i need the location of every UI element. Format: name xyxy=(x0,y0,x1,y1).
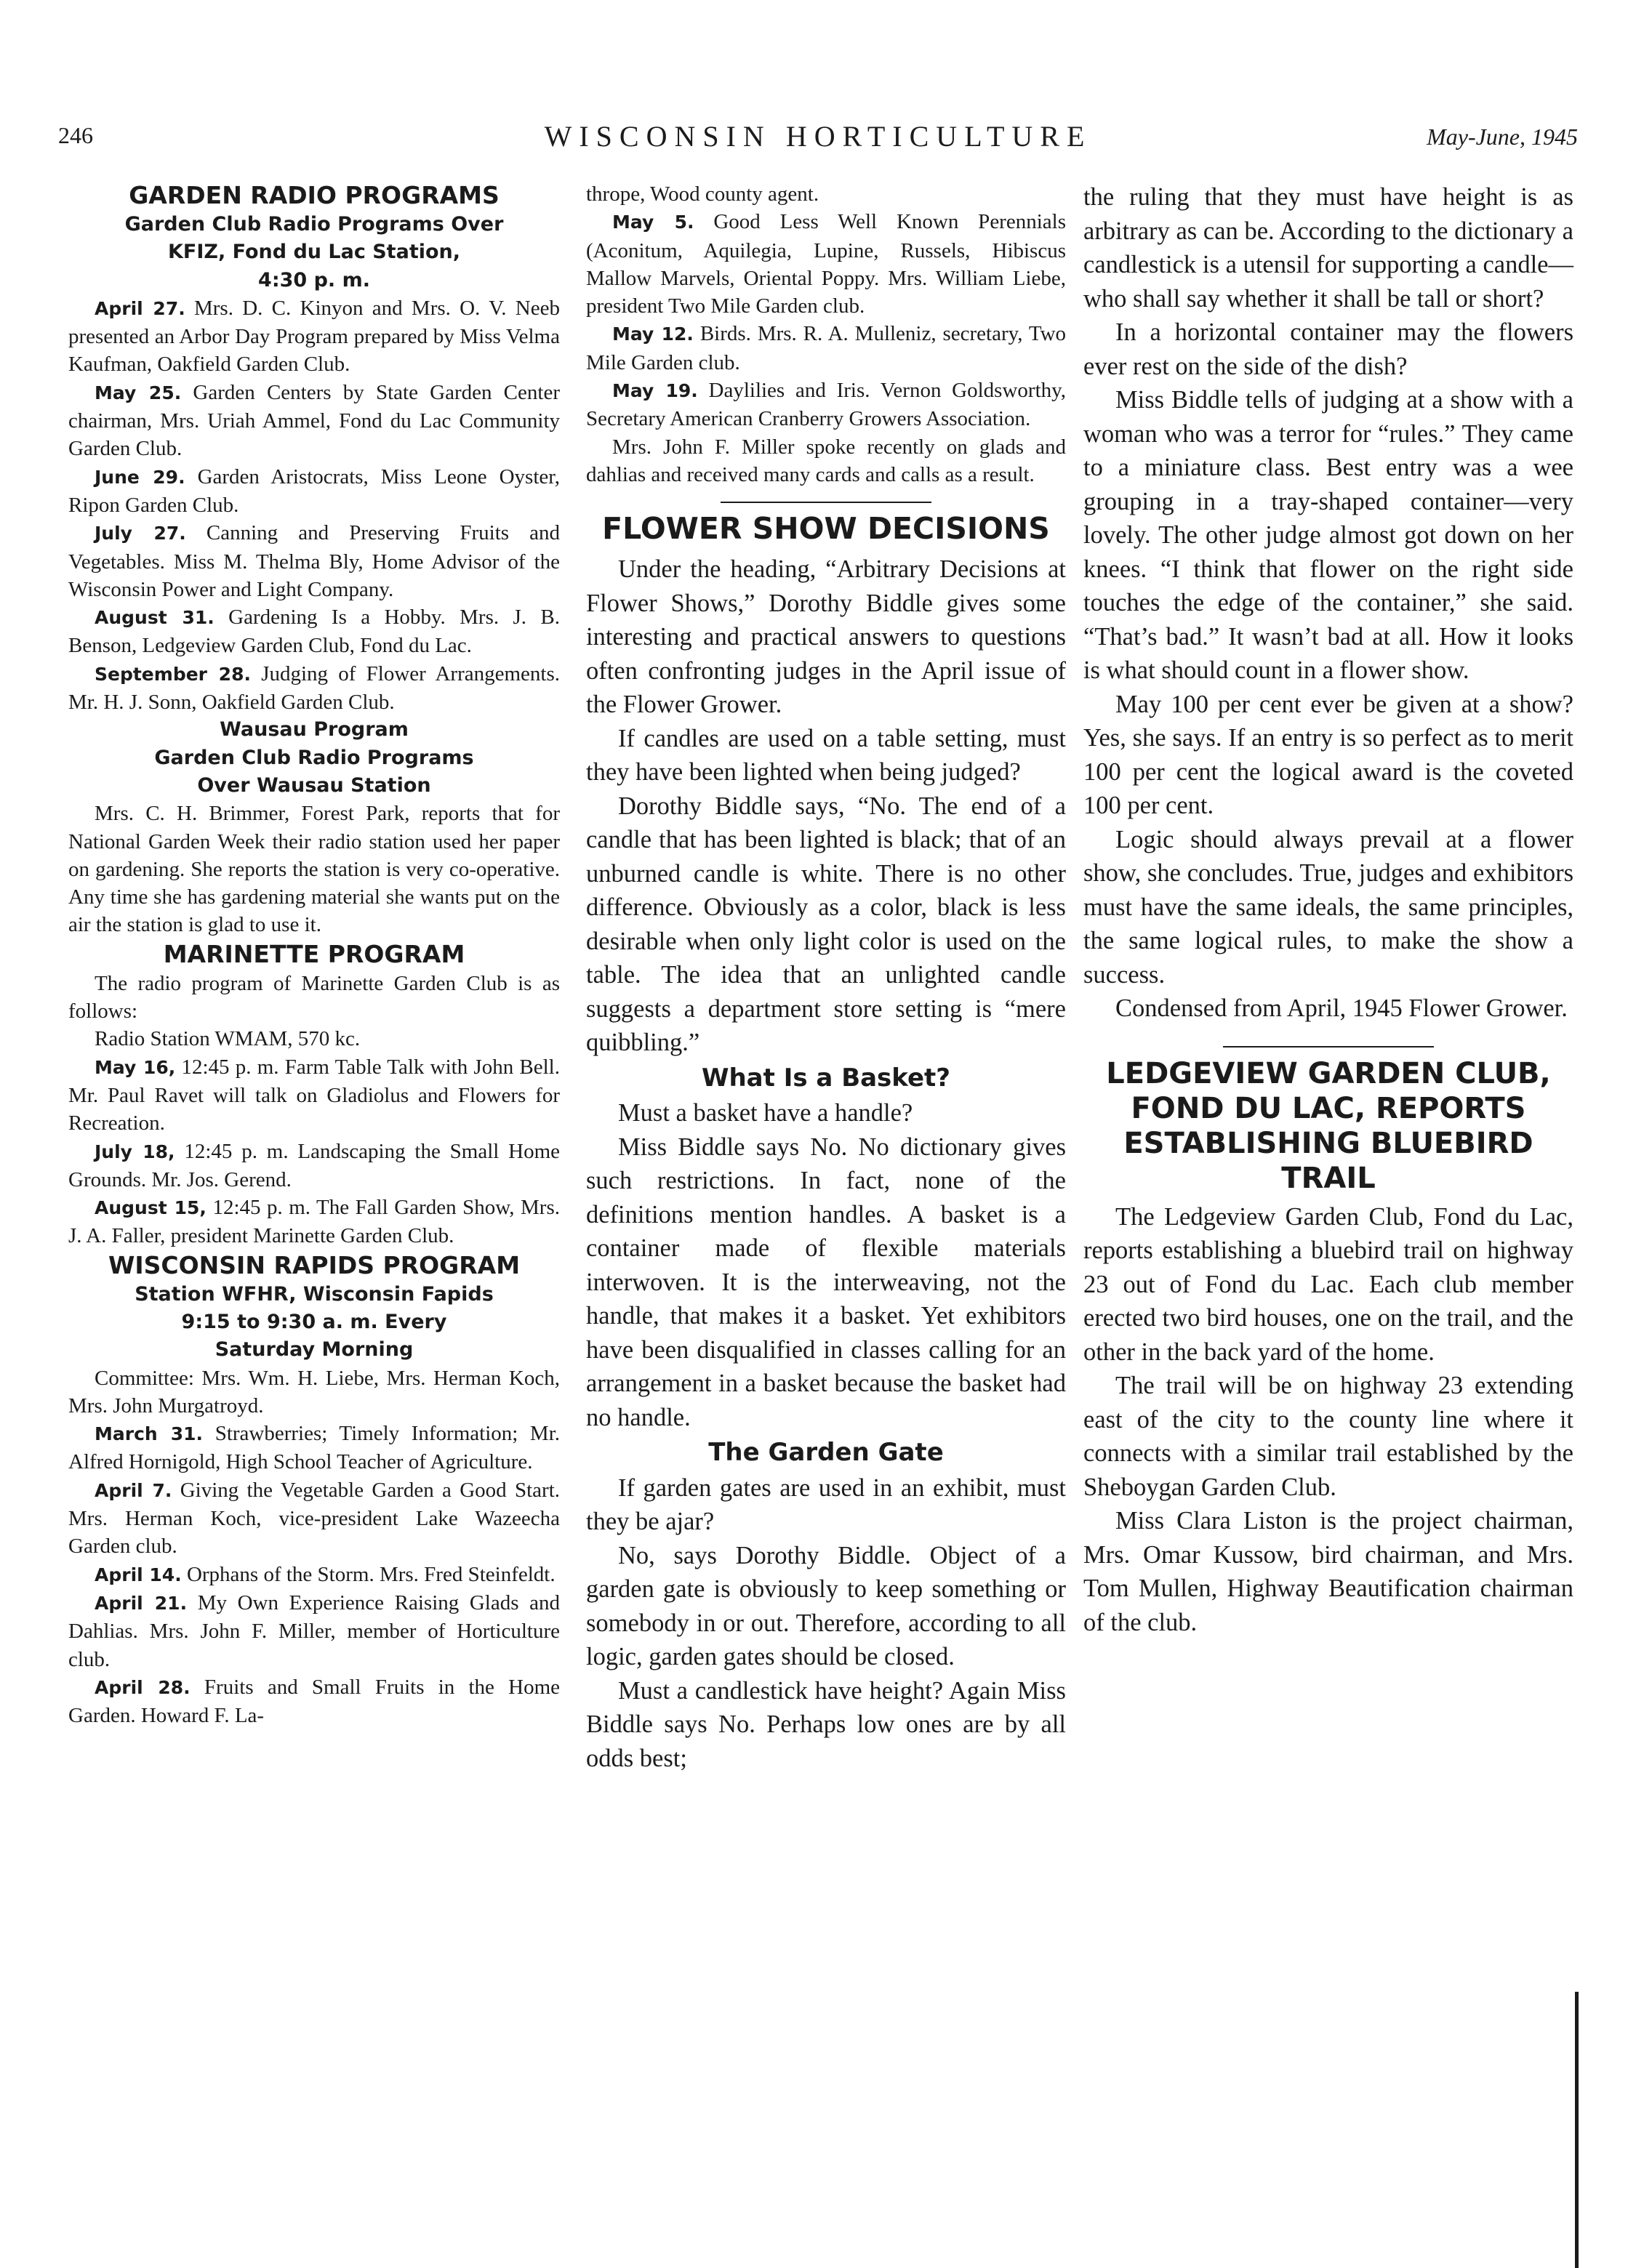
radio-entry xyxy=(68,660,560,717)
radio-subtitle-3: 4:30 p. m. xyxy=(258,268,370,291)
entry-text: Garden Centers by State Garden Center chairman, Mrs. Uriah Ammel, Fond du Lac Community Garden Club. xyxy=(68,380,560,461)
rapids-entry xyxy=(68,1673,560,1730)
entry-text: Judging of Flower Arrangements. Mr. H. J. Sonn, Oakfield Garden Club. xyxy=(68,662,560,715)
marinette-heading: MARINETTE PROGRAM xyxy=(163,939,465,968)
entry-text: Canning and Preserving Fruits and Vegetables. Miss M. Thelma Bly, Home Advisor of the Wisconsin Power and Light Company. xyxy=(68,521,560,601)
marinette-entry xyxy=(68,1053,560,1138)
rapids-entry xyxy=(68,1420,560,1476)
basket-heading: What Is a Basket? xyxy=(701,1063,951,1093)
gate-paragraph: If garden gates are used in an exhibit, must they be ajar? xyxy=(586,1473,1066,1536)
entry-date: May 25. xyxy=(95,382,182,403)
radio-entry xyxy=(68,603,560,660)
wausau-heading: Wausau Program xyxy=(220,718,409,741)
rapids-entry xyxy=(586,377,1066,433)
decisions-paragraph: In a horizontal container may the flowers ever rest on the side of the dish? xyxy=(1083,318,1573,380)
radio-subtitle-1: Garden Club Radio Programs Over xyxy=(124,213,504,236)
source-credit: Condensed from April, 1945 Flower Grower. xyxy=(1115,994,1568,1022)
rapids-entry xyxy=(68,1476,560,1561)
entry-date: August 15, xyxy=(95,1197,206,1219)
entry-date: May 19. xyxy=(612,380,698,402)
entry-text: Orphans of the Storm. Mrs. Fred Steinfeldt. xyxy=(186,1562,556,1586)
decisions-paragraph: Miss Biddle tells of judging at a show with a woman who was a terror for “rules.” They came to a miniature class. Best entry was a wee grouping in a tray-shaped container—very lovely. The other judge almost got down on her knees. “I think that flower on the right side touches the edge of the container,” she said. “That’s bad.” It wasn’t bad at all. How it looks is what should count in a flower show. xyxy=(1083,386,1573,684)
rapids-entry xyxy=(586,208,1066,320)
gate-paragraph: No, says Dorothy Biddle. Object of a garden gate is obviously to keep something or somebody in or out. Therefore, according to all logic, garden gates should be closed. xyxy=(586,1541,1066,1671)
ledgeview-paragraph: The Ledgeview Garden Club, Fond du Lac, reports establishing a bluebird trail on highway 23 out of Fond du Lac. Each club member erected two bird houses, one on the trail, and the other in the back yard of the home. xyxy=(1083,1202,1573,1366)
column-middle xyxy=(586,180,1066,1775)
entry-text: Strawberries; Timely Information; Mr. Alfred Hornigold, High School Teacher of Agriculture. xyxy=(68,1422,561,1474)
entry-date: July 27. xyxy=(95,523,186,544)
radio-entry xyxy=(68,463,560,520)
section-divider xyxy=(1223,1046,1434,1047)
entry-text: Giving the Vegetable Garden a Good Start. Mrs. Herman Koch, vice-president Lake Wazeecha Garden club. xyxy=(68,1478,560,1559)
entry-text: Birds. Mrs. R. A. Mulleniz, secretary, Two Mile Garden club. xyxy=(586,322,1067,374)
basket-paragraph: Must a basket have a handle? xyxy=(618,1099,913,1127)
decisions-paragraph: May 100 per cent ever be given at a show? Yes, she says. If an entry is so perfect as to merit 100 per cent the logical award is the coveted 100 per cent. xyxy=(1083,690,1573,819)
entry-text: Daylilies and Iris. Vernon Goldsworthy, Secretary American Cranberry Growers Association. xyxy=(586,379,1066,431)
basket-paragraph: Miss Biddle says No. No dictionary gives such restrictions. In fact, none of the definitions mention handles. A basket is a container made of flexible materials interwoven. It is the interweaving, not the handle, that makes it a basket. Yet exhibitors have been disqualified in classes calling for an arrangement in a basket because the basket had no handle. xyxy=(586,1133,1066,1431)
margin-rule xyxy=(1575,1992,1579,2268)
column-right xyxy=(1083,180,1573,1639)
radio-entry xyxy=(68,294,560,379)
entry-text: Garden Aristocrats, Miss Leone Oyster, Ripon Garden Club. xyxy=(68,465,561,517)
entry-date: August 31. xyxy=(95,607,214,629)
radio-programs-heading: GARDEN RADIO PROGRAMS xyxy=(129,181,500,209)
decisions-heading: FLOWER SHOW DECISIONS xyxy=(602,511,1050,547)
entry-date: March 31. xyxy=(95,1423,204,1445)
continued-text: thrope, Wood county agent. xyxy=(586,182,819,206)
running-header xyxy=(58,122,1578,166)
decisions-paragraph: Under the heading, “Arbitrary Decisions at Flower Shows,” Dorothy Biddle gives some interesting and practical answers to questions often confronting judges in the April issue of the Flower Grower. xyxy=(586,555,1066,719)
radio-entry xyxy=(68,379,560,463)
entry-text: 12:45 p. m. The Fall Garden Show, Mrs. J. A. Faller, president Marinette Garden Club. xyxy=(68,1196,560,1248)
entry-date: April 27. xyxy=(95,297,185,319)
gate-heading: The Garden Gate xyxy=(708,1438,944,1468)
marinette-entry xyxy=(68,1138,560,1194)
radio-entry xyxy=(68,519,560,603)
rapids-committee: Committee: Mrs. Wm. H. Liebe, Mrs. Herman Koch, Mrs. John Murgatroyd. xyxy=(68,1366,560,1418)
section-divider xyxy=(721,502,931,503)
entry-date: July 18, xyxy=(95,1141,175,1162)
marinette-station: Radio Station WMAM, 570 kc. xyxy=(95,1027,361,1051)
wausau-text: Mrs. C. H. Brimmer, Forest Park, reports that for National Garden Week their radio station used her paper on gardening. She reports the station is very co-operative. Any time she has gardening material she wants put on the air the station is glad to use it. xyxy=(68,802,560,937)
decisions-paragraph: Dorothy Biddle says, “No. The end of a candle that has been lighted is black; that of an unburned candle is white. There is no other difference. Obviously as a color, black is less desirable when only light color is used on the table. The idea that an unlighted candle suggests a department store setting is “mere quibbling.” xyxy=(586,792,1066,1057)
entry-text: Gardening Is a Hobby. Mrs. J. B. Benson, Ledgeview Garden Club, Fond du Lac. xyxy=(68,606,560,658)
ledgeview-paragraph: Miss Clara Liston is the project chairman, Mrs. Omar Kussow, bird chairman, and Mrs. Tom Mullen, Highway Beautification chairman of the club. xyxy=(1083,1507,1573,1636)
entry-date: September 28. xyxy=(95,663,251,685)
decisions-continued: the ruling that they must have height is as arbitrary as can be. According to the dictionary a candlestick is a utensil for supporting a candle—who shall say whether it shall be tall or short? xyxy=(1083,183,1573,313)
rapids-heading: WISCONSIN RAPIDS PROGRAM xyxy=(108,1250,521,1279)
gate-paragraph: Must a candlestick have height? Again Miss Biddle says No. Perhaps low ones are by all odds best; xyxy=(586,1676,1066,1772)
wausau-subtitle-2: Over Wausau Station xyxy=(197,773,431,797)
miller-note: Mrs. John F. Miller spoke recently on glads and dahlias and received many cards and calls as a result. xyxy=(586,435,1066,486)
entry-text: My Own Experience Raising Glads and Dahlias. Mrs. John F. Miller, member of Horticulture club. xyxy=(68,1591,561,1671)
rapids-subtitle-2: 9:15 to 9:30 a. m. Every xyxy=(181,1310,447,1333)
rapids-entry xyxy=(68,1589,560,1673)
entry-date: June 29. xyxy=(95,466,185,488)
entry-text: 12:45 p. m. Farm Table Talk with John Bell. Mr. Paul Ravet will talk on Gladiolus and Flowers for Recreation. xyxy=(68,1055,560,1135)
entry-date: May 16, xyxy=(95,1056,176,1078)
decisions-paragraph: If candles are used on a table setting, must they have been lighted when being judged? xyxy=(586,724,1066,787)
rapids-subtitle-3: Saturday Morning xyxy=(214,1338,414,1362)
entry-text: Good Less Well Known Perennials (Aconitum, Aquilegia, Lupine, Russels, Hibiscus Mallow Marvels, Oriental Poppy. Mrs. William Liebe, president Two Mile Garden club. xyxy=(586,210,1066,318)
rapids-subtitle-1: Station WFHR, Wisconsin Fapids xyxy=(135,1282,494,1306)
entry-text: 12:45 p. m. Landscaping the Small Home Grounds. Mr. Jos. Gerend. xyxy=(68,1139,561,1191)
entry-date: April 14. xyxy=(95,1564,182,1585)
issue-date: May-June, 1945 xyxy=(1427,124,1578,150)
ledgeview-paragraph: The trail will be on highway 23 extending east of the city to the county line where it connects with a similar trail established by the Sheboygan Garden Club. xyxy=(1083,1372,1573,1501)
entry-date: April 7. xyxy=(95,1479,172,1501)
page-number: 246 xyxy=(58,122,93,148)
entry-date: May 5. xyxy=(612,212,694,233)
marinette-entry xyxy=(68,1194,560,1250)
column-left xyxy=(68,180,560,1729)
journal-title: WISCONSIN HORTICULTURE xyxy=(544,120,1092,153)
radio-subtitle-2: KFIZ, Fond du Lac Station, xyxy=(167,241,461,264)
rapids-entry xyxy=(586,320,1066,377)
marinette-intro: The radio program of Marinette Garden Club is as follows: xyxy=(68,971,560,1024)
entry-date: May 12. xyxy=(612,323,694,345)
entry-date: April 28. xyxy=(95,1676,191,1698)
rapids-entry xyxy=(68,1561,560,1589)
ledgeview-heading: LEDGEVIEW GARDEN CLUB, FOND DU LAC, REPORTS ESTABLISHING BLUEBIRD TRAIL xyxy=(1106,1056,1551,1195)
entry-text: Mrs. D. C. Kinyon and Mrs. O. V. Neeb presented an Arbor Day Program prepared by Miss Velma Kaufman, Oakfield Garden Club. xyxy=(68,296,560,377)
entry-text: Fruits and Small Fruits in the Home Garden. Howard F. La- xyxy=(68,1675,561,1728)
wausau-subtitle-1: Garden Club Radio Programs xyxy=(154,746,474,769)
decisions-paragraph: Logic should always prevail at a flower show, she concludes. True, judges and exhibitors must have the same ideals, the same principles, the same logical rules, to make the show a success. xyxy=(1083,825,1573,989)
entry-date: April 21. xyxy=(95,1592,188,1614)
